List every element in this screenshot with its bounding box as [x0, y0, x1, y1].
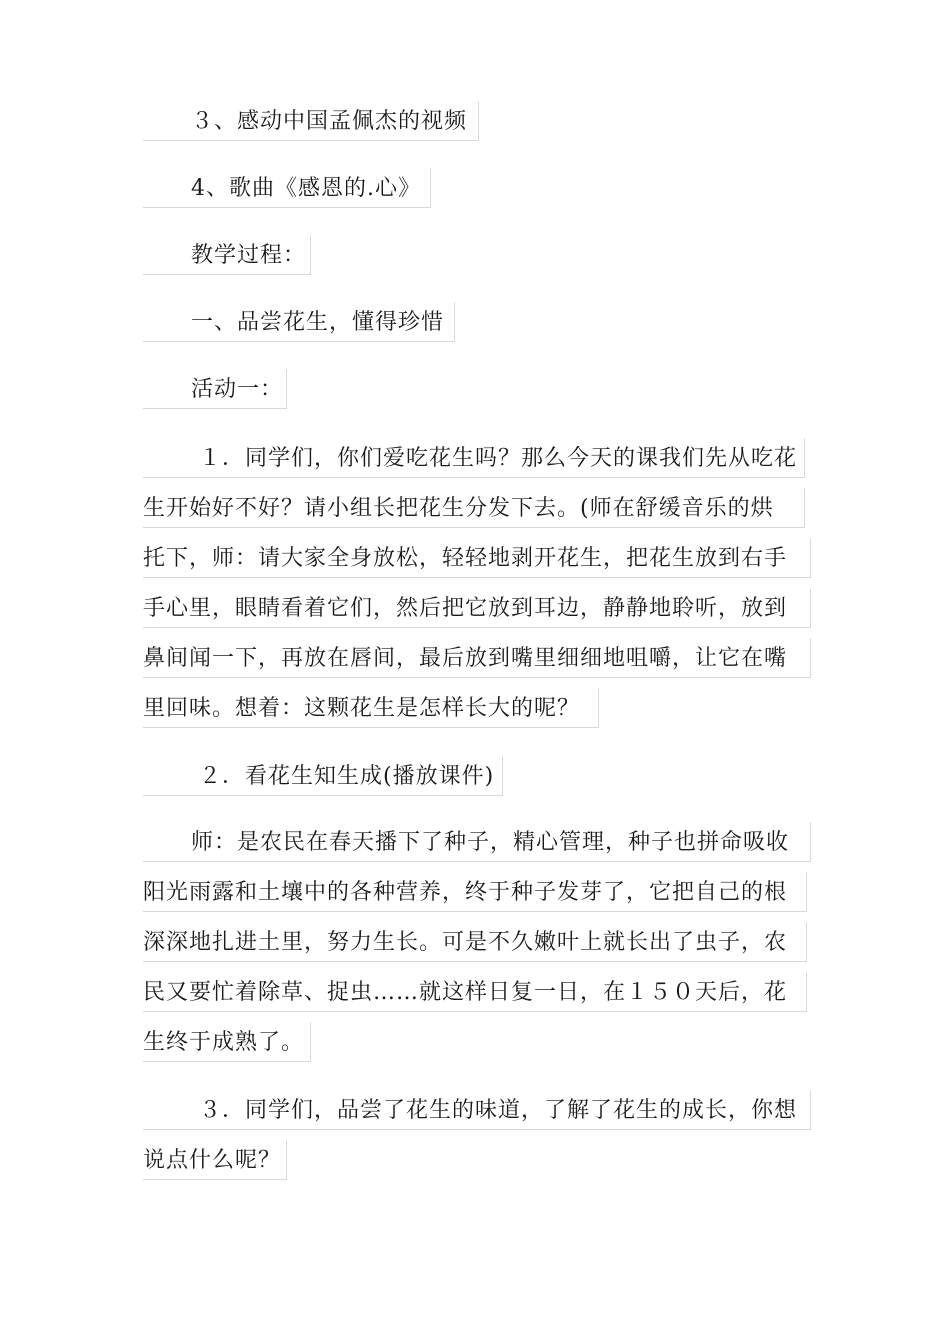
text-line-paragraph1-1: １．同学们，你们爱吃花生吗？那么今天的课我们先从吃花 [143, 438, 805, 478]
text-line-paragraph2-3: 深深地扎进土里，努力生长。可是不久嫩叶上就长出了虫子，农 [143, 922, 807, 962]
text-line-paragraph3-2: 说点什么呢？ [143, 1140, 287, 1180]
text-line-paragraph2-1: 师：是农民在春天播下了种子，精心管理，种子也拼命吸收 [143, 822, 811, 862]
text-line-paragraph1-3: 托下，师：请大家全身放松，轻轻地剥开花生，把花生放到右手 [143, 538, 811, 578]
text-line-paragraph2-5: 生终于成熟了。 [143, 1022, 311, 1062]
text-line-paragraph1-4: 手心里，眼睛看着它们，然后把它放到耳边，静静地聆听，放到 [143, 588, 811, 628]
text-line-paragraph3-1: ３．同学们，品尝了花生的味道，了解了花生的成长，你想 [143, 1090, 811, 1130]
text-line-video: ３、感动中国孟佩杰的视频 [143, 101, 479, 141]
text-line-section-one-heading: 一、品尝花生，懂得珍惜 [143, 302, 455, 342]
text-line-paragraph1-6: 里回味。想着：这颗花生是怎样长大的呢？ [143, 688, 599, 728]
text-line-process-heading: 教学过程： [143, 235, 311, 275]
text-line-paragraph1-2: 生开始好不好？请小组长把花生分发下去。(师在舒缓音乐的烘 [143, 488, 805, 528]
text-line-activity-one: 活动一： [143, 369, 287, 409]
text-line-paragraph1-5: 鼻间闻一下，再放在唇间，最后放到嘴里细细地咀嚼，让它在嘴 [143, 638, 811, 678]
text-line-song: 4、歌曲《感恩的.心》 [143, 168, 431, 208]
text-line-paragraph2-2: 阳光雨露和土壤中的各种营养，终于种子发芽了，它把自己的根 [143, 872, 807, 912]
text-line-paragraph2-4: 民又要忙着除草、捉虫……就这样日复一日，在１５０天后，花 [143, 972, 807, 1012]
text-line-item-two: ２．看花生知生成(播放课件) [143, 756, 503, 796]
